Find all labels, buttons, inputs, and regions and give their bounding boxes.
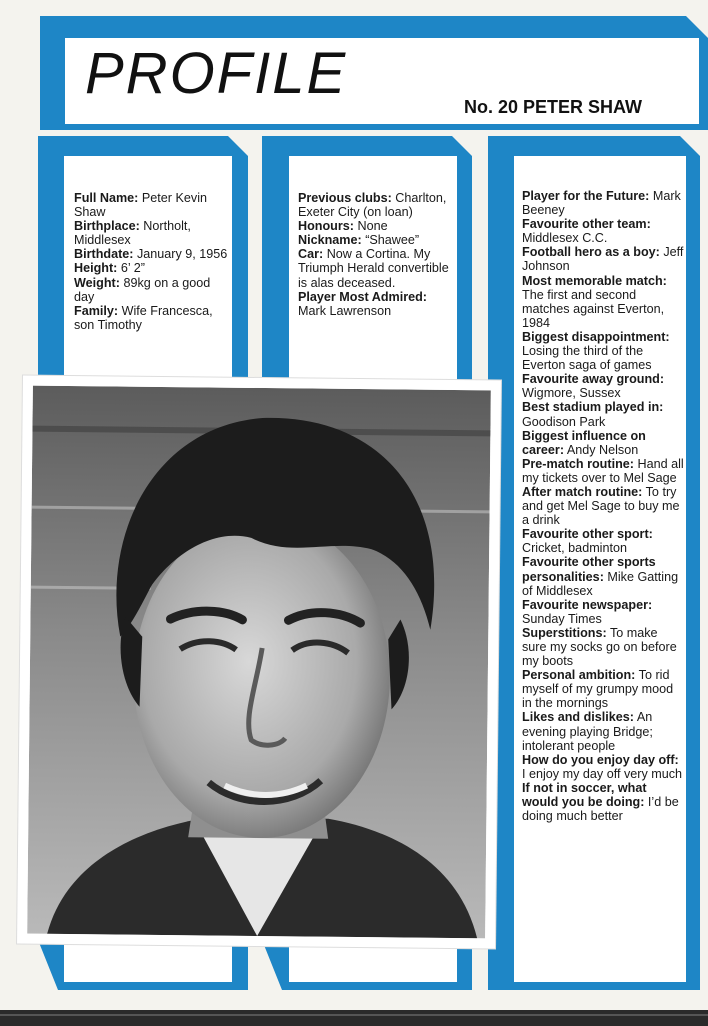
entry-value: Jeff Johnson: [522, 245, 684, 274]
entry-label: Best stadium played in:: [522, 400, 664, 415]
entry-label: Player Most Admired:: [298, 289, 427, 304]
entry-biggest-influence: [522, 429, 684, 457]
entry-value: 6’ 2”: [120, 261, 145, 276]
entry-superstitions: [522, 626, 684, 668]
entry-value: Goodison Park: [522, 414, 606, 429]
column-3-text: [522, 189, 684, 823]
entry-honours: [298, 219, 452, 233]
entry-value: I enjoy my day off very much: [522, 766, 683, 781]
entry-label: Pre-match routine:: [522, 456, 634, 471]
entry-label: Weight:: [74, 275, 120, 290]
entry-value: The first and second matches against Everton, 1984: [522, 287, 665, 330]
entry-value: Andy Nelson: [566, 442, 639, 457]
entry-label: Favourite newspaper:: [522, 597, 653, 612]
entry-weight: [74, 276, 230, 304]
entry-label: Most memorable match:: [522, 273, 667, 288]
entry-value: Wife Francesca, son Timothy: [74, 303, 213, 332]
bottom-scan-edge: [0, 1010, 708, 1026]
entry-value: An evening playing Bridge; intolerant people: [522, 710, 653, 753]
entry-value: None: [357, 219, 388, 234]
entry-label: Favourite away ground:: [522, 372, 665, 387]
entry-value: 89kg on a good day: [74, 275, 211, 304]
entry-value: January 9, 1956: [136, 247, 228, 262]
entry-value: Sunday Times: [522, 611, 602, 626]
entry-label: After match routine:: [522, 484, 643, 499]
entry-value: Mike Gatting of Middlesex: [522, 569, 679, 598]
entry-label: Biggest influence on career:: [522, 428, 646, 457]
entry-value: Cricket, badminton: [522, 541, 627, 556]
entry-value: I’d be doing much better: [522, 795, 679, 824]
entry-value: Now a Cortina. My Triumph Herald convertible is alas deceased.: [298, 247, 449, 290]
entry-birthplace: [74, 219, 230, 247]
entry-label: Full Name:: [74, 191, 139, 205]
entry-family: [74, 304, 230, 332]
page-title: PROFILE: [85, 41, 348, 106]
entry-label: Birthplace:: [74, 219, 140, 234]
entry-value: Losing the third of the Everton saga of games: [522, 344, 652, 373]
entry-value: Wigmore, Sussex: [522, 386, 621, 401]
entry-football-hero: [522, 245, 684, 273]
entry-label: Car:: [298, 247, 324, 262]
entry-value: To try and get Mel Sage to buy me a drink: [522, 484, 680, 528]
entry-favourite-away-ground: [522, 372, 684, 400]
entry-favourite-other-sport: [522, 527, 684, 555]
entry-previous-clubs: [298, 191, 452, 219]
player-number-name: No. 20 PETER SHAW: [464, 97, 643, 117]
entry-label: Superstitions:: [522, 625, 607, 640]
entry-if-not-soccer: [522, 781, 684, 823]
entry-height: [74, 261, 230, 275]
entry-value: To rid myself of my grumpy mood in the mornings: [522, 668, 674, 711]
column-2-text: [298, 191, 452, 318]
entry-label: Likes and dislikes:: [522, 710, 634, 725]
entry-label: Favourite other sport:: [522, 527, 653, 542]
entry-personal-ambition: [522, 668, 684, 710]
entry-label: If not in soccer, what would you be doing:: [522, 780, 647, 810]
entry-value: Middlesex C.C.: [522, 231, 608, 246]
entry-best-stadium: [522, 400, 684, 428]
entry-label: Birthdate:: [74, 247, 134, 262]
entry-most-memorable-match: [522, 274, 684, 330]
entry-label: Biggest disappointment:: [522, 329, 670, 344]
entry-label: Height:: [74, 261, 118, 276]
entry-birthdate: [74, 247, 230, 261]
entry-value: Charlton, Exeter City (on loan): [298, 191, 447, 220]
portrait-image: [27, 386, 491, 939]
entry-full-name: [74, 191, 230, 219]
entry-value: To make sure my socks go on before my boots: [522, 625, 677, 669]
entry-after-match-routine: [522, 485, 684, 527]
entry-value: Mark Lawrenson: [298, 303, 392, 318]
entry-favourite-other-team: [522, 217, 684, 245]
entry-label: Football hero as a boy:: [522, 245, 660, 260]
entry-value: Mark Beeney: [522, 189, 681, 218]
entry-label: Personal ambition:: [522, 668, 636, 683]
entry-day-off: [522, 753, 684, 781]
entry-favourite-sports-personalities: [522, 555, 684, 597]
player-portrait-photo: [17, 376, 501, 949]
entry-label: Previous clubs:: [298, 191, 392, 205]
entry-likes-dislikes: [522, 710, 684, 752]
entry-label: Family:: [74, 303, 119, 318]
entry-favourite-newspaper: [522, 598, 684, 626]
bottom-scan-line: [0, 1014, 708, 1016]
entry-label: Player for the Future:: [522, 189, 650, 203]
column-1-footer-box: [62, 940, 234, 984]
entry-biggest-disappointment: [522, 330, 684, 372]
entry-label: Nickname:: [298, 233, 362, 248]
entry-label: Favourite other team:: [522, 217, 651, 232]
column-1-text: [74, 191, 230, 332]
entry-value: Northolt, Middlesex: [74, 219, 191, 248]
entry-pre-match-routine: [522, 457, 684, 485]
entry-player-most-admired: [298, 290, 452, 318]
entry-label: How do you enjoy day off:: [522, 752, 679, 767]
entry-car: [298, 247, 452, 289]
entry-label: Honours:: [298, 219, 354, 234]
entry-label: Favourite other sports personalities:: [522, 555, 656, 584]
entry-value: Hand all my tickets over to Mel Sage: [522, 456, 684, 485]
entry-nickname: [298, 233, 452, 247]
entry-value: “Shawee”: [365, 233, 420, 248]
entry-player-for-future: [522, 189, 684, 217]
entry-value: Peter Kevin Shaw: [74, 191, 207, 220]
